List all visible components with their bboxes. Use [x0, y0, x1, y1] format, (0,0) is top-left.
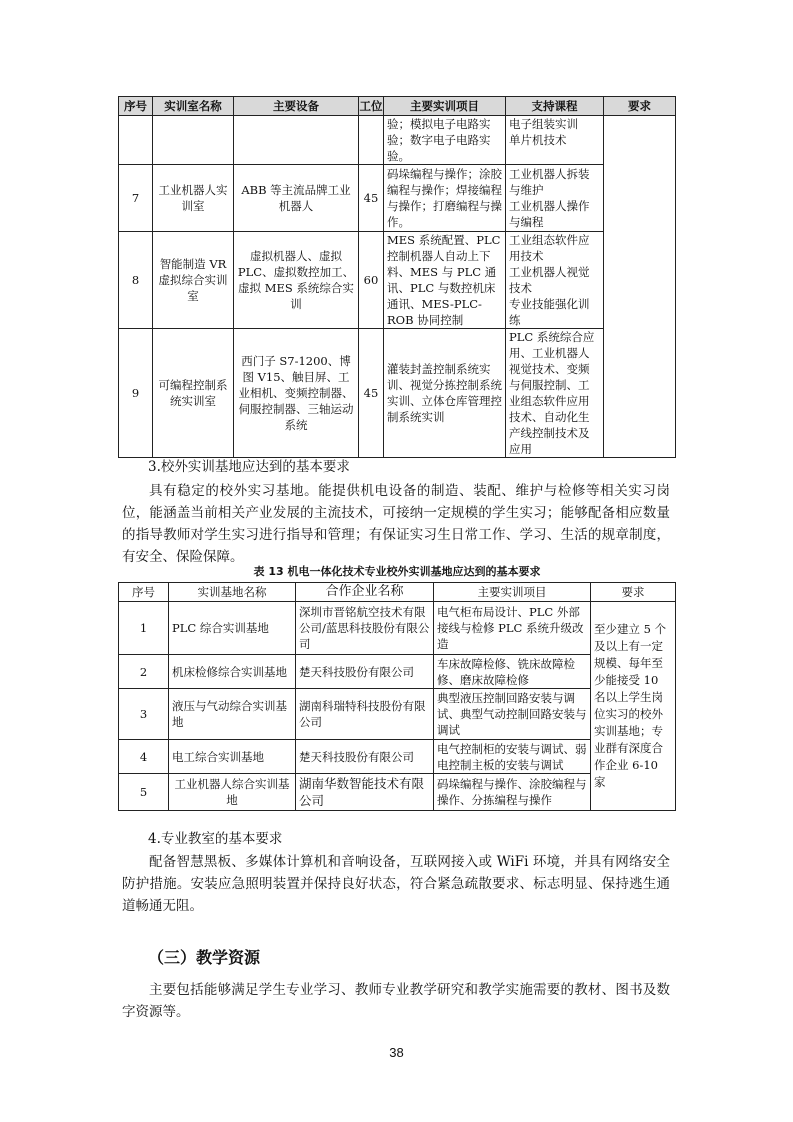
- cell-company: 楚天科技股份有限公司: [296, 740, 434, 774]
- cell-courses: 电子组装实训 单片机技术: [506, 116, 604, 165]
- cell-equipment: [234, 116, 359, 165]
- cell-base-name: 机床检修综合实训基地: [169, 655, 296, 689]
- section-3-body: 具有稳定的校外实习基地。能提供机电设备的制造、装配、维护与检修等相关实习岗位，能涵盖当前相关产业发展的主流技术，可接纳一定规模的学生实习；能够配备相应数量的指导教师对学生实习进行指导和管理；有保证实习生日常工作、学习、生活的规章制度，有安全、保险保障。: [122, 483, 670, 565]
- cell-requirement: 至少建立 5 个及以上有一定规模、每年至少能接受 10 名以上学生岗位实习的校外实训基地；专业群有深度合作企业 6-10 家: [591, 602, 676, 811]
- cell-no: 8: [119, 232, 153, 329]
- cell-projects: MES 系统配置、PLC 控制机器人自动上下料、MES 与 PLC 通讯、PLC 与数控机床通讯、MES-PLC-ROB 协同控制: [384, 232, 506, 329]
- cell-company: 深圳市晋铭航空技术有限公司/蓝思科技股份有限公司: [296, 602, 434, 655]
- header-requirement: 要求: [591, 583, 676, 602]
- cell-no: 2: [119, 655, 169, 689]
- cell-stations: 45: [359, 165, 384, 232]
- cell-stations: 60: [359, 232, 384, 329]
- header-projects: 主要实训项目: [434, 583, 591, 602]
- cell-room-name: 工业机器人实训室: [153, 165, 234, 232]
- cell-projects: 车床故障检修、铣床故障检修、磨床故障检修: [434, 655, 591, 689]
- cell-no: 3: [119, 689, 169, 740]
- training-room-table: [118, 96, 676, 458]
- table-row: [119, 116, 676, 165]
- header-company: 合作企业名称: [296, 583, 434, 602]
- header-courses: 支持课程: [506, 97, 604, 116]
- cell-stations: [359, 116, 384, 165]
- cell-stations: 45: [359, 329, 384, 458]
- header-projects: 主要实训项目: [384, 97, 506, 116]
- cell-room-name: [153, 116, 234, 165]
- cell-projects: 灌装封盖控制系统实训、视觉分拣控制系统实训、立体仓库管理控制系统实训: [384, 329, 506, 458]
- cell-base-name: PLC 综合实训基地: [169, 602, 296, 655]
- cell-courses: 工业机器人拆装与维护 工业机器人操作与编程: [506, 165, 604, 232]
- section-4-heading: 4.专业教室的基本要求: [148, 831, 283, 847]
- cell-base-name: 工业机器人综合实训基地: [169, 774, 296, 811]
- cell-room-name: 可编程控制系统实训室: [153, 329, 234, 458]
- cell-no: 9: [119, 329, 153, 458]
- cell-projects: 电气控制柜的安装与调试、弱电控制主板的安装与调试: [434, 740, 591, 774]
- cell-company: 湖南华数智能技术有限公司: [296, 774, 434, 811]
- header-requirement: 要求: [604, 97, 676, 116]
- cell-requirement: [604, 116, 676, 458]
- header-stations: 工位: [359, 97, 384, 116]
- table-13-caption: 表 13 机电一体化技术专业校外实训基地应达到的基本要求: [253, 565, 541, 578]
- cell-equipment: 虚拟机器人、虚拟 PLC、虚拟数控加工、虚拟 MES 系统综合实训: [234, 232, 359, 329]
- external-base-table: [118, 582, 676, 811]
- table-row: [119, 602, 676, 655]
- teaching-resources-body: 主要包括能够满足学生专业学习、教师专业教学研究和教学实施需要的教材、图书及数字资源等。: [122, 982, 670, 1020]
- cell-projects: 码垛编程与操作；涂胶编程与操作；焊接编程与操作；打磨编程与操作。: [384, 165, 506, 232]
- cell-equipment: ABB 等主流品牌工业机器人: [234, 165, 359, 232]
- cell-courses: 工业组态软件应用技术 工业机器人视觉技术 专业技能强化训练: [506, 232, 604, 329]
- header-base-name: 实训基地名称: [169, 583, 296, 602]
- cell-projects: 验；模拟电子电路实验；数字电子电路实验。: [384, 116, 506, 165]
- header-no: 序号: [119, 97, 153, 116]
- cell-projects: 电气柜布局设计、PLC 外部接线与检修 PLC 系统升级改造: [434, 602, 591, 655]
- section-4-body: 配备智慧黑板、多媒体计算机和音响设备，互联网接入或 WiFi 环境，并具有网络安全防护措施。安装应急照明装置并保持良好状态，符合紧急疏散要求、标志明显、保持逃生通道畅通无阻。: [122, 854, 670, 914]
- cell-no: [119, 116, 153, 165]
- cell-base-name: 电工综合实训基地: [169, 740, 296, 774]
- cell-projects: 码垛编程与操作、涂胶编程与操作、分拣编程与操作: [434, 774, 591, 811]
- cell-no: 7: [119, 165, 153, 232]
- header-no: 序号: [119, 583, 169, 602]
- cell-base-name: 液压与气动综合实训基地: [169, 689, 296, 740]
- header-room-name: 实训室名称: [153, 97, 234, 116]
- table-header-row: [119, 583, 676, 602]
- cell-company: 楚天科技股份有限公司: [296, 655, 434, 689]
- table-row: [119, 329, 676, 458]
- page-number: 38: [389, 1045, 404, 1060]
- cell-courses: PLC 系统综合应用、工业机器人视觉技术、变频与伺服控制、工业组态软件应用技术、自动化生产线控制技术及应用: [506, 329, 604, 458]
- header-equipment: 主要设备: [234, 97, 359, 116]
- cell-company: 湖南科瑞特科技股份有限公司: [296, 689, 434, 740]
- cell-room-name: 智能制造 VR 虚拟综合实训室: [153, 232, 234, 329]
- table-header-row: [119, 97, 676, 116]
- cell-equipment: 西门子 S7-1200、博图 V15、触目屏、工业相机、变频控制器、伺服控制器、三轴运动系统: [234, 329, 359, 458]
- cell-projects: 典型液压控制回路安装与调试、典型气动控制回路安装与调试: [434, 689, 591, 740]
- table-row: [119, 232, 676, 329]
- table-row: [119, 165, 676, 232]
- cell-no: 5: [119, 774, 169, 811]
- cell-no: 4: [119, 740, 169, 774]
- teaching-resources-title: （三）教学资源: [148, 948, 261, 967]
- cell-no: 1: [119, 602, 169, 655]
- section-3-heading: 3.校外实训基地应达到的基本要求: [148, 459, 350, 475]
